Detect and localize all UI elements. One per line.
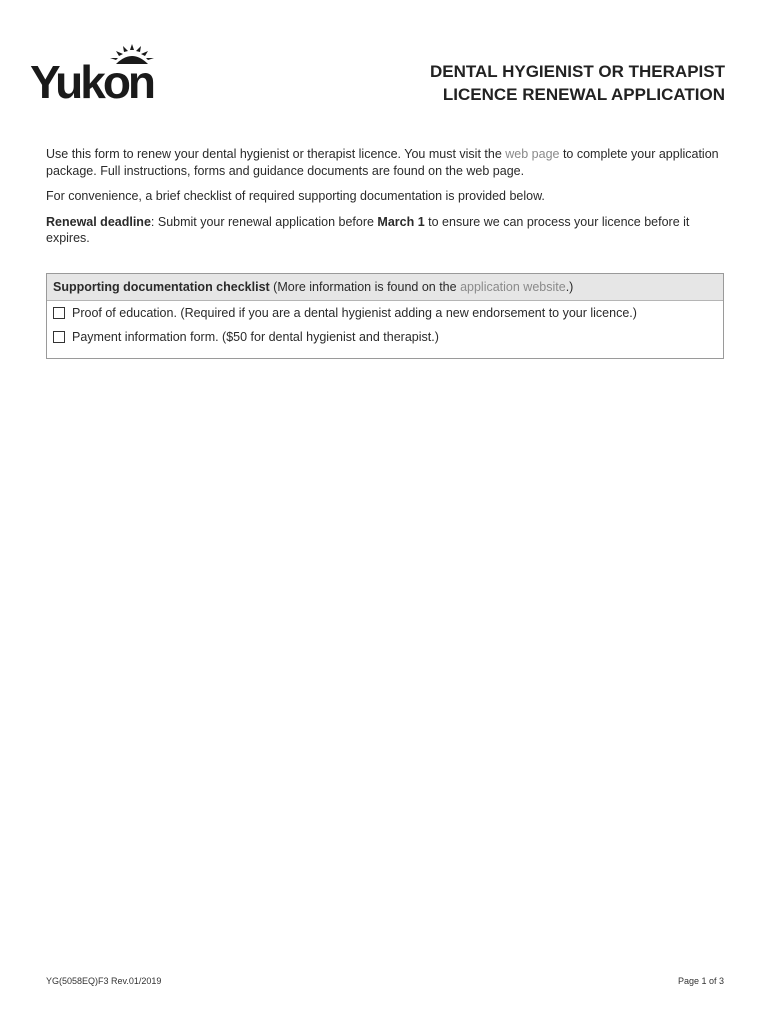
proof-of-education-checkbox[interactable] [53,307,65,319]
documentation-checklist [46,273,724,359]
intro-text: to complete your application package. Full instructions, forms and guidance documents are found on the web page. [46,147,719,178]
deadline-text: : Submit your renewal application before [150,214,378,229]
checklist-header-text: .) [565,280,574,294]
renewal-deadline-label: Renewal deadline [46,214,151,229]
web-page-link[interactable]: web page [505,147,560,161]
intro-paragraph-1 [46,146,726,179]
checklist-header [47,274,723,301]
yukon-logo [30,44,170,102]
renewal-deadline-date: March 1 [377,214,425,229]
deadline-text: to ensure we can process your licence before it expires. [46,214,690,245]
form-code: YG(5058EQ)F3 Rev.01/2019 [46,976,162,986]
checklist-item-payment-form [47,325,723,349]
yukon-logo-icon [30,44,170,102]
intro-section [46,146,726,256]
intro-paragraph-2: For convenience, a brief checklist of required supporting documentation is provided below. [46,189,545,203]
page-number: Page 1 of 3 [677,976,724,986]
form-title-line-1: DENTAL HYGIENIST OR THERAPIST [429,62,725,81]
checklist-item-proof-of-education [47,301,723,325]
form-title-line-2: LICENCE RENEWAL APPLICATION [442,85,725,104]
intro-text: Use this form to renew your dental hygienist or therapist licence. You must visit the [46,147,506,161]
checklist-title: Supporting documentation checklist [53,280,270,294]
form-title [430,60,725,106]
checklist-item-label: Payment information form. ($50 for dental hygienist and therapist.) [72,330,439,344]
payment-form-checkbox[interactable] [53,331,65,343]
checklist-header-text: (More information is found on the [269,280,461,294]
checklist-item-label: Proof of education. (Required if you are a dental hygienist adding a new endorsement to your licence.) [72,306,637,320]
renewal-deadline-paragraph [46,214,726,247]
application-website-link[interactable]: application website [460,280,566,294]
svg-text:Yukon: Yukon [30,56,154,102]
